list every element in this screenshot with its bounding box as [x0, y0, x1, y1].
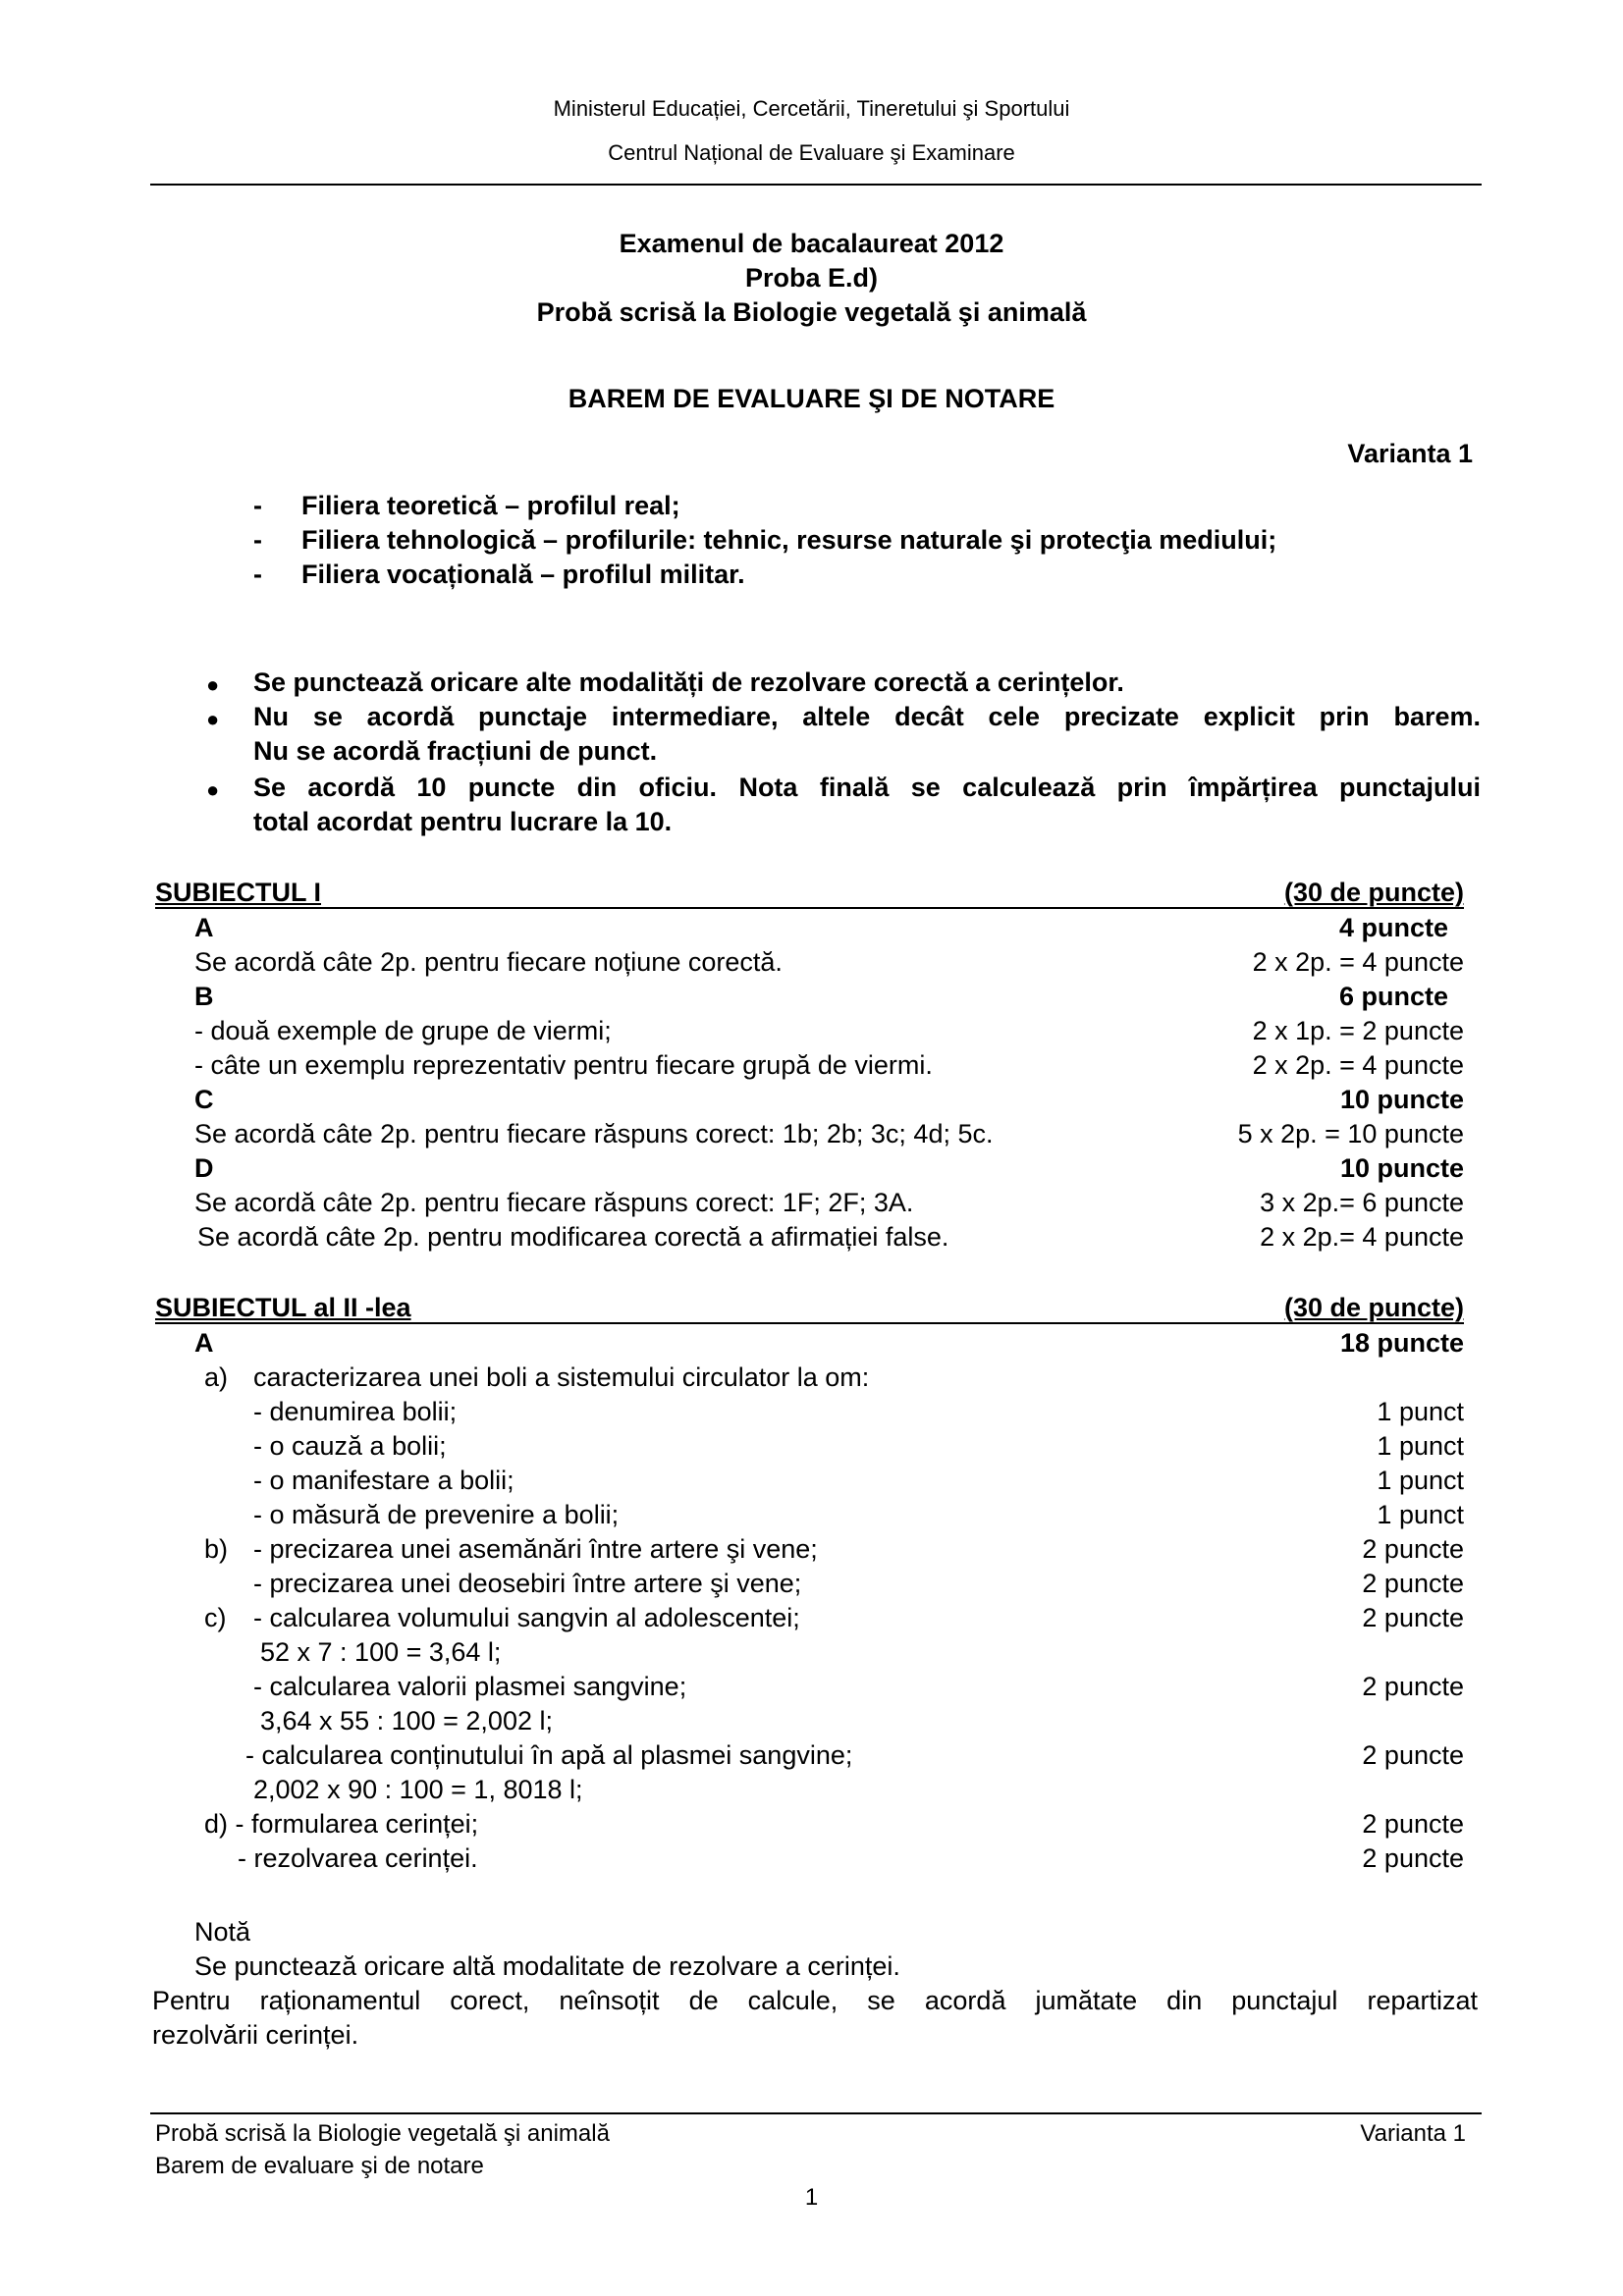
note-title: Notă [194, 1917, 251, 1947]
subitem-points: 2 puncte [1362, 1740, 1464, 1770]
subitem-points: 1 punct [1377, 1397, 1464, 1426]
item-line: Se acordă câte 2p. pentru modificarea corectă a afirmației false. [197, 1222, 949, 1252]
item-label: B [194, 982, 214, 1011]
item-line: - câte un exemplu reprezentativ pentru fiecare grupă de viermi. [194, 1050, 933, 1080]
header-divider [150, 184, 1482, 186]
bullet-icon: ● [206, 707, 220, 731]
item-points: 18 puncte [1339, 1328, 1464, 1358]
subitem-points: 2 puncte [1362, 1603, 1464, 1632]
subitem-points: 2 puncte [1362, 1843, 1464, 1873]
subitem-points: 1 punct [1377, 1500, 1464, 1529]
footer-divider [150, 2112, 1482, 2114]
item-line-points: 2 x 1p. = 2 puncte [1252, 1016, 1464, 1045]
dash: - [253, 525, 262, 555]
item-line: - două exemple de grupe de viermi; [194, 1016, 612, 1045]
item-points: 10 puncte [1339, 1153, 1464, 1183]
item-line: Se acordă câte 2p. pentru fiecare răspuns corect: 1b; 2b; 3c; 4d; 5c. [194, 1119, 994, 1148]
subitem-line: - precizarea unei asemănări între artere şi vene; [253, 1534, 818, 1564]
item-line-points: 2 x 2p. = 4 puncte [1252, 1050, 1464, 1080]
subitem-points: 1 punct [1377, 1466, 1464, 1495]
item-line-points: 2 x 2p. = 4 puncte [1252, 947, 1464, 977]
rule-text: total acordat pentru lucrare la 10. [253, 807, 673, 836]
item-label: A [194, 1328, 214, 1358]
subitem-line: - o măsură de prevenire a bolii; [253, 1500, 620, 1529]
rule-text: Se acordă 10 puncte din oficiu. Nota finală se calculează prin împărțirea punctajului [253, 773, 1481, 802]
calculation: 52 x 7 : 100 = 3,64 l; [260, 1637, 502, 1667]
subitem-line: d) - formularea cerinței; [204, 1809, 479, 1839]
subitem-line: - calcularea valorii plasmei sangvine; [253, 1672, 687, 1701]
section-underline [155, 1322, 1464, 1324]
item-label: A [194, 913, 214, 942]
calculation: 3,64 x 55 : 100 = 2,002 l; [260, 1706, 553, 1735]
proba-title: Proba E.d) [744, 263, 878, 293]
subitem-line: - o cauză a bolii; [253, 1431, 447, 1461]
item-line-points: 3 x 2p.= 6 puncte [1260, 1188, 1464, 1217]
section-points: (30 de puncte) [1283, 878, 1464, 907]
section-title: SUBIECTUL al II -lea [155, 1293, 411, 1322]
subitem-line: - o manifestare a bolii; [253, 1466, 514, 1495]
footer-left: Barem de evaluare şi de notare [155, 2153, 484, 2179]
item-points: 10 puncte [1339, 1085, 1464, 1114]
item-points: 6 puncte [1338, 982, 1448, 1011]
footer-left: Probă scrisă la Biologie vegetală şi animală [155, 2120, 610, 2147]
filiera-item: Filiera tehnologică – profilurile: tehnic, resurse naturale şi protecţia mediului; [301, 525, 1277, 555]
subject-title: Probă scrisă la Biologie vegetală şi animală [536, 297, 1087, 327]
page-number: 1 [804, 2184, 819, 2211]
dash: - [253, 491, 262, 520]
section-underline [155, 907, 1464, 909]
bullet-icon: ● [206, 777, 220, 802]
subitem-line: - denumirea bolii; [253, 1397, 458, 1426]
rule-text: Nu se acordă punctaje intermediare, altele decât cele precizate explicit prin barem. [253, 702, 1481, 731]
item-line: Se acordă câte 2p. pentru fiecare noțiune corectă. [194, 947, 783, 977]
item-label: C [194, 1085, 214, 1114]
note-line: rezolvării cerinței. [152, 2020, 359, 2050]
item-points: 4 puncte [1338, 913, 1448, 942]
section-title: SUBIECTUL I [155, 878, 322, 907]
subitem-points: 2 puncte [1362, 1672, 1464, 1701]
exam-title: Examenul de bacalaureat 2012 [619, 229, 1004, 258]
subitem-points: 2 puncte [1362, 1569, 1464, 1598]
note-line: Pentru raționamentul corect, neînsoțit de calcule, se acordă jumătate din punctajul repartizat [152, 1986, 1478, 2015]
subitem-points: 2 puncte [1362, 1809, 1464, 1839]
subitem-label: c) [204, 1603, 227, 1632]
subitem-label: b) [204, 1534, 229, 1564]
calculation: 2,002 x 90 : 100 = 1, 8018 l; [253, 1775, 583, 1804]
subitem-line: - rezolvarea cerinței. [238, 1843, 478, 1873]
header-center: Centrul Național de Evaluare şi Examinare [608, 140, 1015, 165]
subitem-line: - calcularea volumului sangvin al adolescentei; [253, 1603, 800, 1632]
filiera-item: Filiera teoretică – profilul real; [301, 491, 680, 520]
subitem-line: - precizarea unei deosebiri între artere şi vene; [253, 1569, 802, 1598]
filiera-item: Filiera vocațională – profilul militar. [301, 560, 745, 589]
bullet-icon: ● [206, 672, 220, 697]
section-points: (30 de puncte) [1283, 1293, 1464, 1322]
barem-title: BAREM DE EVALUARE ŞI DE NOTARE [568, 384, 1055, 413]
subitem-text: caracterizarea unei boli a sistemului circulator la om: [253, 1362, 870, 1392]
header-ministry: Ministerul Educației, Cercetării, Tineretului şi Sportului [553, 96, 1070, 121]
item-line: Se acordă câte 2p. pentru fiecare răspuns corect: 1F; 2F; 3A. [194, 1188, 914, 1217]
subitem-line: - calcularea conținutului în apă al plasmei sangvine; [245, 1740, 853, 1770]
rule-text: Se punctează oricare alte modalități de rezolvare corectă a cerințelor. [253, 667, 1124, 697]
note-line: Se punctează oricare altă modalitate de rezolvare a cerinței. [194, 1951, 900, 1981]
item-line-points: 2 x 2p.= 4 puncte [1260, 1222, 1464, 1252]
item-label: D [194, 1153, 214, 1183]
variant-label: Varianta 1 [1347, 439, 1473, 468]
subitem-label: a) [204, 1362, 229, 1392]
subitem-points: 2 puncte [1362, 1534, 1464, 1564]
footer-variant: Varianta 1 [1360, 2120, 1466, 2147]
rule-text: Nu se acordă fracțiuni de punct. [253, 736, 658, 766]
dash: - [253, 560, 262, 589]
subitem-points: 1 punct [1377, 1431, 1464, 1461]
item-line-points: 5 x 2p. = 10 puncte [1237, 1119, 1464, 1148]
